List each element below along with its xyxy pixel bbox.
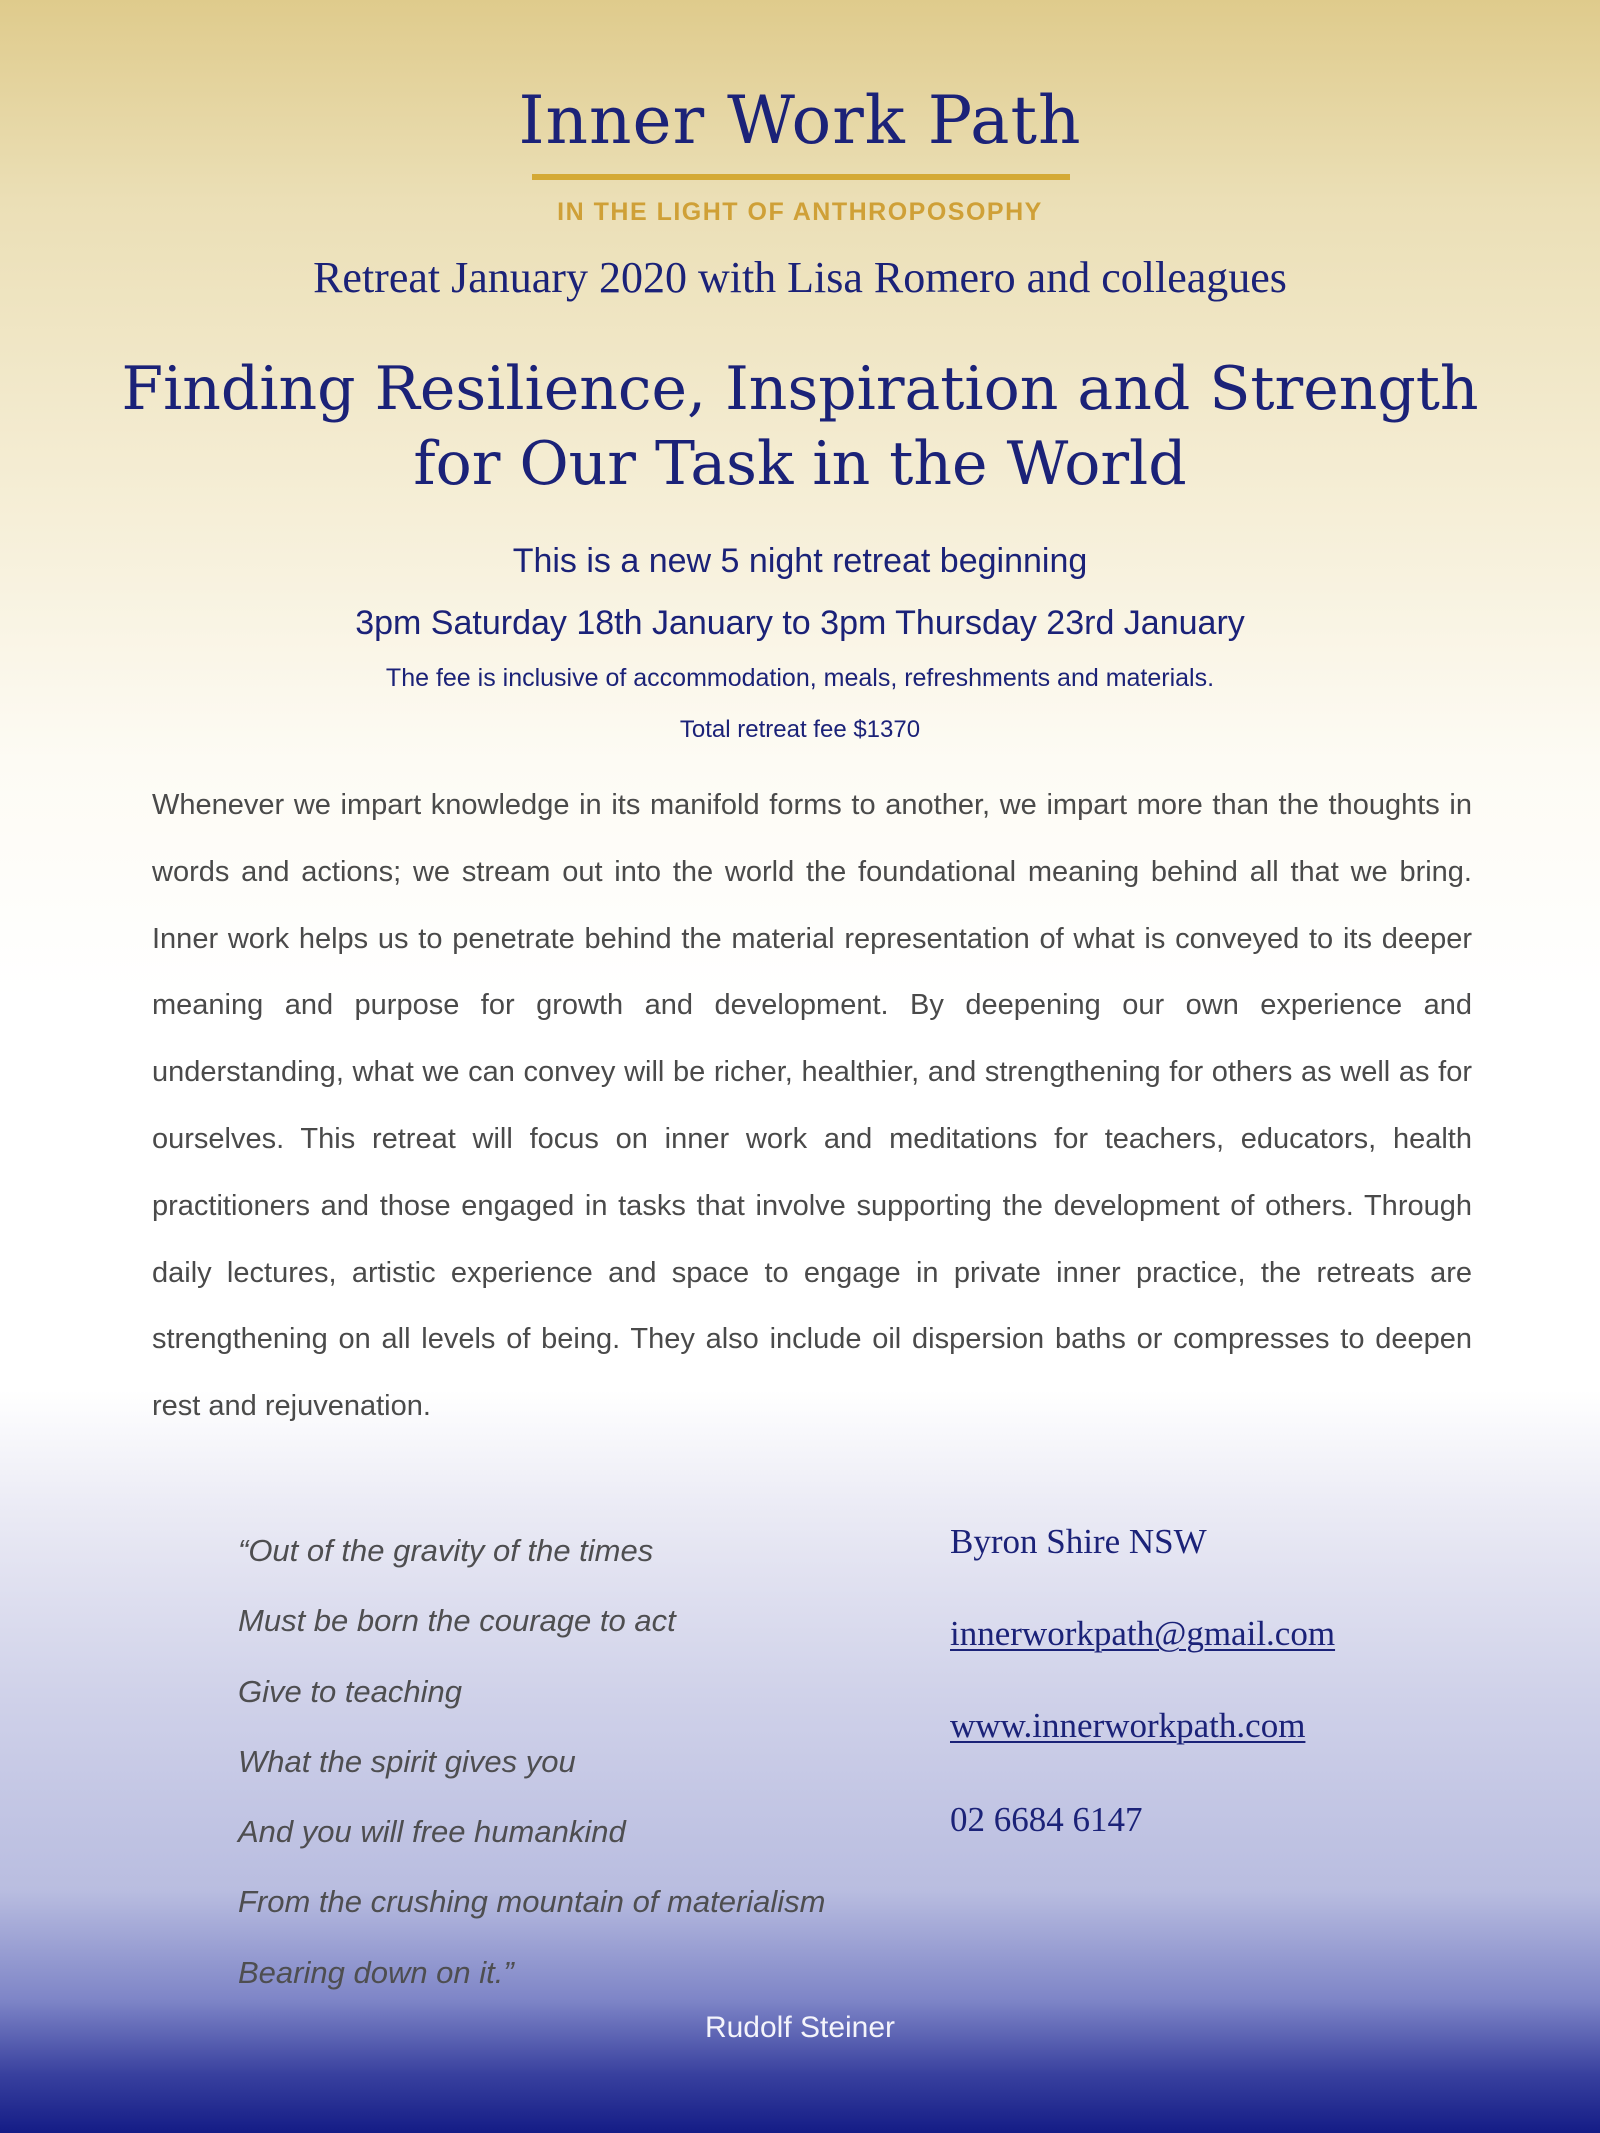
quote-attribution: Rudolf Steiner [704, 2011, 896, 2044]
quote-line: Must be born the courage to act [238, 1603, 676, 1639]
quote-line: From the crushing mountain of materialism [238, 1884, 826, 1920]
logo-tagline: IN THE LIGHT OF ANTHROPOSOPHY [557, 198, 1043, 226]
retreat-intro: This is a new 5 night retreat beginning [512, 542, 1088, 580]
website-link[interactable]: www.innerworkpath.com [950, 1706, 1306, 1745]
email-link[interactable]: innerworkpath@gmail.com [950, 1614, 1336, 1653]
retreat-subtitle: Retreat January 2020 with Lisa Romero and colleagues [313, 253, 1287, 302]
page-title-line-1: Finding Resilience, Inspiration and Strength [121, 354, 1479, 424]
quote-line: Give to teaching [238, 1673, 463, 1709]
contact-phone: 02 6684 6147 [950, 1800, 1143, 1839]
page-title [0, 352, 1600, 502]
quote-line: And you will free humankind [238, 1814, 626, 1850]
quote-line: Bearing down on it.” [238, 1954, 514, 1990]
retreat-dates: 3pm Saturday 18th January to 3pm Thursday 23rd January [355, 604, 1245, 642]
page-title-line-2: for Our Task in the World [413, 429, 1187, 499]
quote-line: What the spirit gives you [238, 1743, 576, 1779]
steiner-quote [238, 1516, 938, 2008]
fee-note: The fee is inclusive of accommodation, meals, refreshments and materials. [385, 664, 1215, 692]
description-paragraph: Whenever we impart knowledge in its manifold forms to another, we impart more than the thoughts in words and actions; we stream out into the world the foundational meaning behind all that we bring. Inner work helps us to penetrate behind the material representation of what is conveyed to its deeper meaning and purpose for growth and development. By deepening our own experience and understanding, what we can convey will be richer, healthier, and strengthening for others as well as for ourselves. This retreat will focus on inner work and meditations for teachers, educators, health practitioners and those engaged in tasks that involve supporting the development of others. Through daily lectures, artistic experience and space to engage in private inner practice, the retreats are strengthening on all levels of being. They also include oil dispersion baths or compresses to deepen rest and rejuvenation. [152, 789, 1472, 1423]
quote-line: “Out of the gravity of the times [238, 1533, 654, 1568]
contact-location: Byron Shire NSW [950, 1522, 1207, 1561]
logo-divider [532, 174, 1070, 180]
total-fee: Total retreat fee $1370 [679, 716, 921, 743]
logo-title: Inner Work Path [518, 82, 1082, 159]
